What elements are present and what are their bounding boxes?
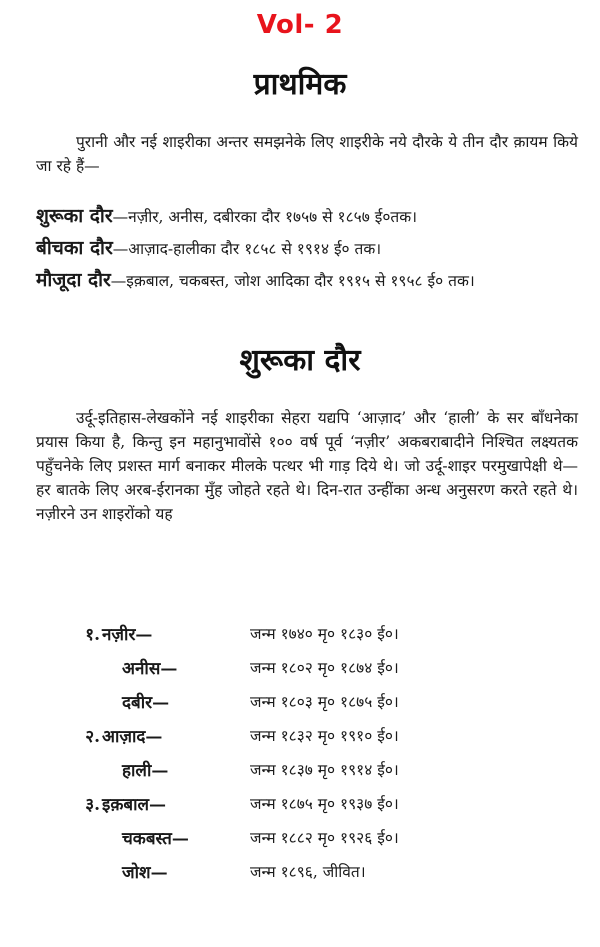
poet-dates: जन्म १८३२ मृ० १९१० ई०। xyxy=(250,727,399,745)
poet-row xyxy=(60,724,580,758)
era-middle-text: —आज़ाद-हालीका दौर १८५८ से १९१४ ई० तक। xyxy=(112,240,382,258)
era-current-label: मौजूदा दौर xyxy=(36,269,111,291)
volume-label: Vol- 2 xyxy=(256,10,344,40)
poet-row xyxy=(60,690,580,724)
poet-dates: जन्म १८३७ मृ० १९१४ ई०। xyxy=(250,761,399,779)
poet-dates: जन्म १८९६, जीवित। xyxy=(250,863,366,881)
section-title-primary: प्राथमिक xyxy=(253,67,347,102)
era-early-text: —नज़ीर, अनीस, दबीरका दौर १७५७ से १८५७ ई०तक। xyxy=(112,208,418,226)
poet-group-number: ३. xyxy=(85,795,100,815)
poet-row xyxy=(60,860,580,894)
poet-row xyxy=(60,758,580,792)
poet-dates: जन्म १८०२ मृ० १८७४ ई०। xyxy=(250,659,399,677)
era-middle xyxy=(36,236,584,262)
era-early xyxy=(36,204,584,230)
era-current-text: —इक़बाल, चकबस्त, जोश आदिका दौर १९१५ से १९५८ ई० तक। xyxy=(110,272,475,290)
poet-name: दबीर— xyxy=(122,693,170,713)
poet-row xyxy=(60,656,580,690)
poet-name: हाली— xyxy=(122,761,169,781)
poet-name: जोश— xyxy=(122,863,168,883)
poet-name: इक़बाल— xyxy=(102,795,167,815)
poet-list xyxy=(60,622,580,894)
poet-dates: जन्म १८८२ मृ० १९२६ ई०। xyxy=(250,829,399,847)
era-early-label: शुरूका दौर xyxy=(36,205,113,227)
poet-name: आज़ाद— xyxy=(102,727,163,747)
section-title-early-era: शुरूका दौर xyxy=(239,343,361,378)
era-current xyxy=(36,268,584,294)
poet-dates: जन्म १८७५ मृ० १९३७ ई०। xyxy=(250,795,399,813)
body-paragraph: उर्दू-इतिहास-लेखकोंने नई शाइरीका सेहरा यद्यपि ‘आज़ाद’ और ‘हाली’ के सर बाँधनेका प्रयास किया है, किन्तु इन महानुभावोंसे १०० वर्ष पूर्व ‘नज़ीर’ अकबराबादीने निश्चित लक्ष्यतक पहुँचनेके लिए प्रशस्त मार्ग बनाकर मीलके पत्थर भी गाड़ दिये थे। जो उर्दू-शाइर परमुखापेक्षी थे—हर बातके लिए अरब-ईरानका मुँह जोहते रहते थे। दिन-रात उन्हींका अन्ध अनुसरण करते रहते थे। नज़ीरने उन शाइरोंको यह xyxy=(36,409,578,523)
poet-group-number: १. xyxy=(85,625,100,645)
poet-row xyxy=(60,826,580,860)
intro-paragraph: पुरानी और नई शाइरीका अन्तर समझनेके लिए शाइरीके नये दौरके ये तीन दौर क़ायम किये जा रहे हैं— xyxy=(36,133,578,175)
poet-group-number: २. xyxy=(85,727,100,747)
era-middle-label: बीचका दौर xyxy=(36,237,113,259)
poet-name: अनीस— xyxy=(122,659,178,679)
poet-dates: जन्म १७४० मृ० १८३० ई०। xyxy=(250,625,399,643)
poet-dates: जन्म १८०३ मृ० १८७५ ई०। xyxy=(250,693,399,711)
poet-row xyxy=(60,622,580,656)
poet-name: नज़ीर— xyxy=(102,625,153,645)
poet-name: चकबस्त— xyxy=(122,829,189,849)
poet-row xyxy=(60,792,580,826)
